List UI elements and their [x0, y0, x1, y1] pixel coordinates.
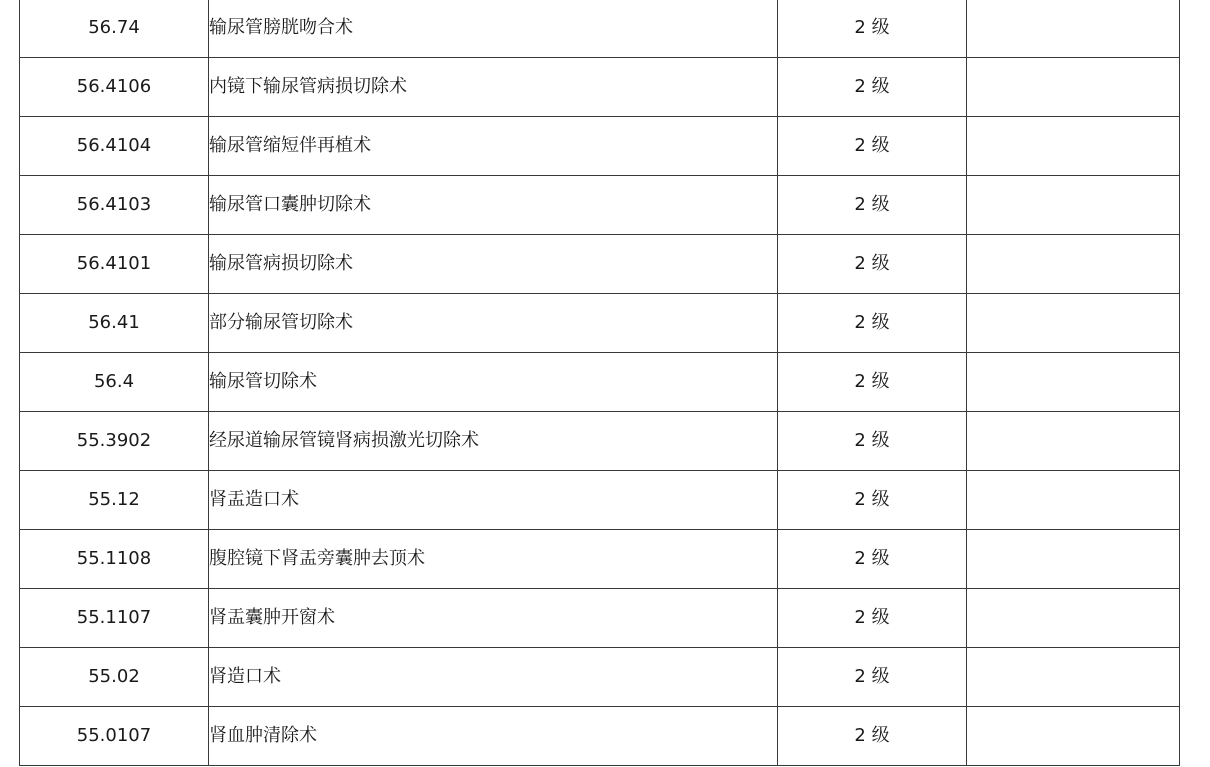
table-row: [20, 648, 1180, 707]
procedure-code-cell: 56.4101: [20, 235, 209, 294]
procedure-name-cell: 腹腔镜下肾盂旁囊肿去顶术: [209, 530, 778, 589]
procedure-name-cell: 肾造口术: [209, 648, 778, 707]
procedure-level-cell: 2 级: [778, 0, 967, 58]
procedure-level-cell: 2 级: [778, 412, 967, 471]
procedure-code-cell: 56.4104: [20, 117, 209, 176]
procedure-code-cell: 55.3902: [20, 412, 209, 471]
procedure-level-cell: 2 级: [778, 530, 967, 589]
table-row: [20, 0, 1180, 58]
procedure-code-cell: 55.0107: [20, 707, 209, 766]
procedure-name-cell: 输尿管病损切除术: [209, 235, 778, 294]
procedure-note-cell: [967, 235, 1180, 294]
procedure-code-cell: 56.41: [20, 294, 209, 353]
procedure-name-cell: 肾盂囊肿开窗术: [209, 589, 778, 648]
procedure-note-cell: [967, 58, 1180, 117]
procedure-note-cell: [967, 353, 1180, 412]
procedure-name-cell: 输尿管切除术: [209, 353, 778, 412]
procedure-note-cell: [967, 648, 1180, 707]
table-row: [20, 117, 1180, 176]
table-row: [20, 294, 1180, 353]
procedure-level-cell: 2 级: [778, 648, 967, 707]
procedure-table: [19, 0, 1180, 766]
procedure-code-cell: 55.12: [20, 471, 209, 530]
procedure-level-cell: 2 级: [778, 294, 967, 353]
procedure-level-cell: 2 级: [778, 707, 967, 766]
procedure-note-cell: [967, 0, 1180, 58]
procedure-code-cell: 55.02: [20, 648, 209, 707]
procedure-note-cell: [967, 117, 1180, 176]
procedure-note-cell: [967, 471, 1180, 530]
procedure-note-cell: [967, 530, 1180, 589]
procedure-name-cell: 输尿管缩短伴再植术: [209, 117, 778, 176]
procedure-name-cell: 内镜下输尿管病损切除术: [209, 58, 778, 117]
procedure-level-cell: 2 级: [778, 353, 967, 412]
procedure-code-cell: 56.4106: [20, 58, 209, 117]
procedure-level-cell: 2 级: [778, 176, 967, 235]
procedure-note-cell: [967, 412, 1180, 471]
table-row: [20, 589, 1180, 648]
procedure-name-cell: 部分输尿管切除术: [209, 294, 778, 353]
procedure-name-cell: 输尿管口囊肿切除术: [209, 176, 778, 235]
table-row: [20, 707, 1180, 766]
procedure-note-cell: [967, 176, 1180, 235]
procedure-level-cell: 2 级: [778, 58, 967, 117]
table-row: [20, 176, 1180, 235]
table-row: [20, 471, 1180, 530]
procedure-code-cell: 55.1108: [20, 530, 209, 589]
table-row: [20, 530, 1180, 589]
procedure-name-cell: 肾盂造口术: [209, 471, 778, 530]
table-row: [20, 235, 1180, 294]
document-page: [19, 0, 1179, 766]
procedure-name-cell: 经尿道输尿管镜肾病损激光切除术: [209, 412, 778, 471]
procedure-note-cell: [967, 589, 1180, 648]
procedure-code-cell: 56.74: [20, 0, 209, 58]
procedure-level-cell: 2 级: [778, 117, 967, 176]
procedure-level-cell: 2 级: [778, 471, 967, 530]
procedure-table-body: [20, 0, 1180, 766]
procedure-name-cell: 输尿管膀胱吻合术: [209, 0, 778, 58]
procedure-note-cell: [967, 294, 1180, 353]
table-row: [20, 353, 1180, 412]
procedure-code-cell: 55.1107: [20, 589, 209, 648]
table-row: [20, 412, 1180, 471]
procedure-code-cell: 56.4: [20, 353, 209, 412]
table-row: [20, 58, 1180, 117]
procedure-code-cell: 56.4103: [20, 176, 209, 235]
procedure-name-cell: 肾血肿清除术: [209, 707, 778, 766]
procedure-level-cell: 2 级: [778, 235, 967, 294]
procedure-note-cell: [967, 707, 1180, 766]
procedure-level-cell: 2 级: [778, 589, 967, 648]
